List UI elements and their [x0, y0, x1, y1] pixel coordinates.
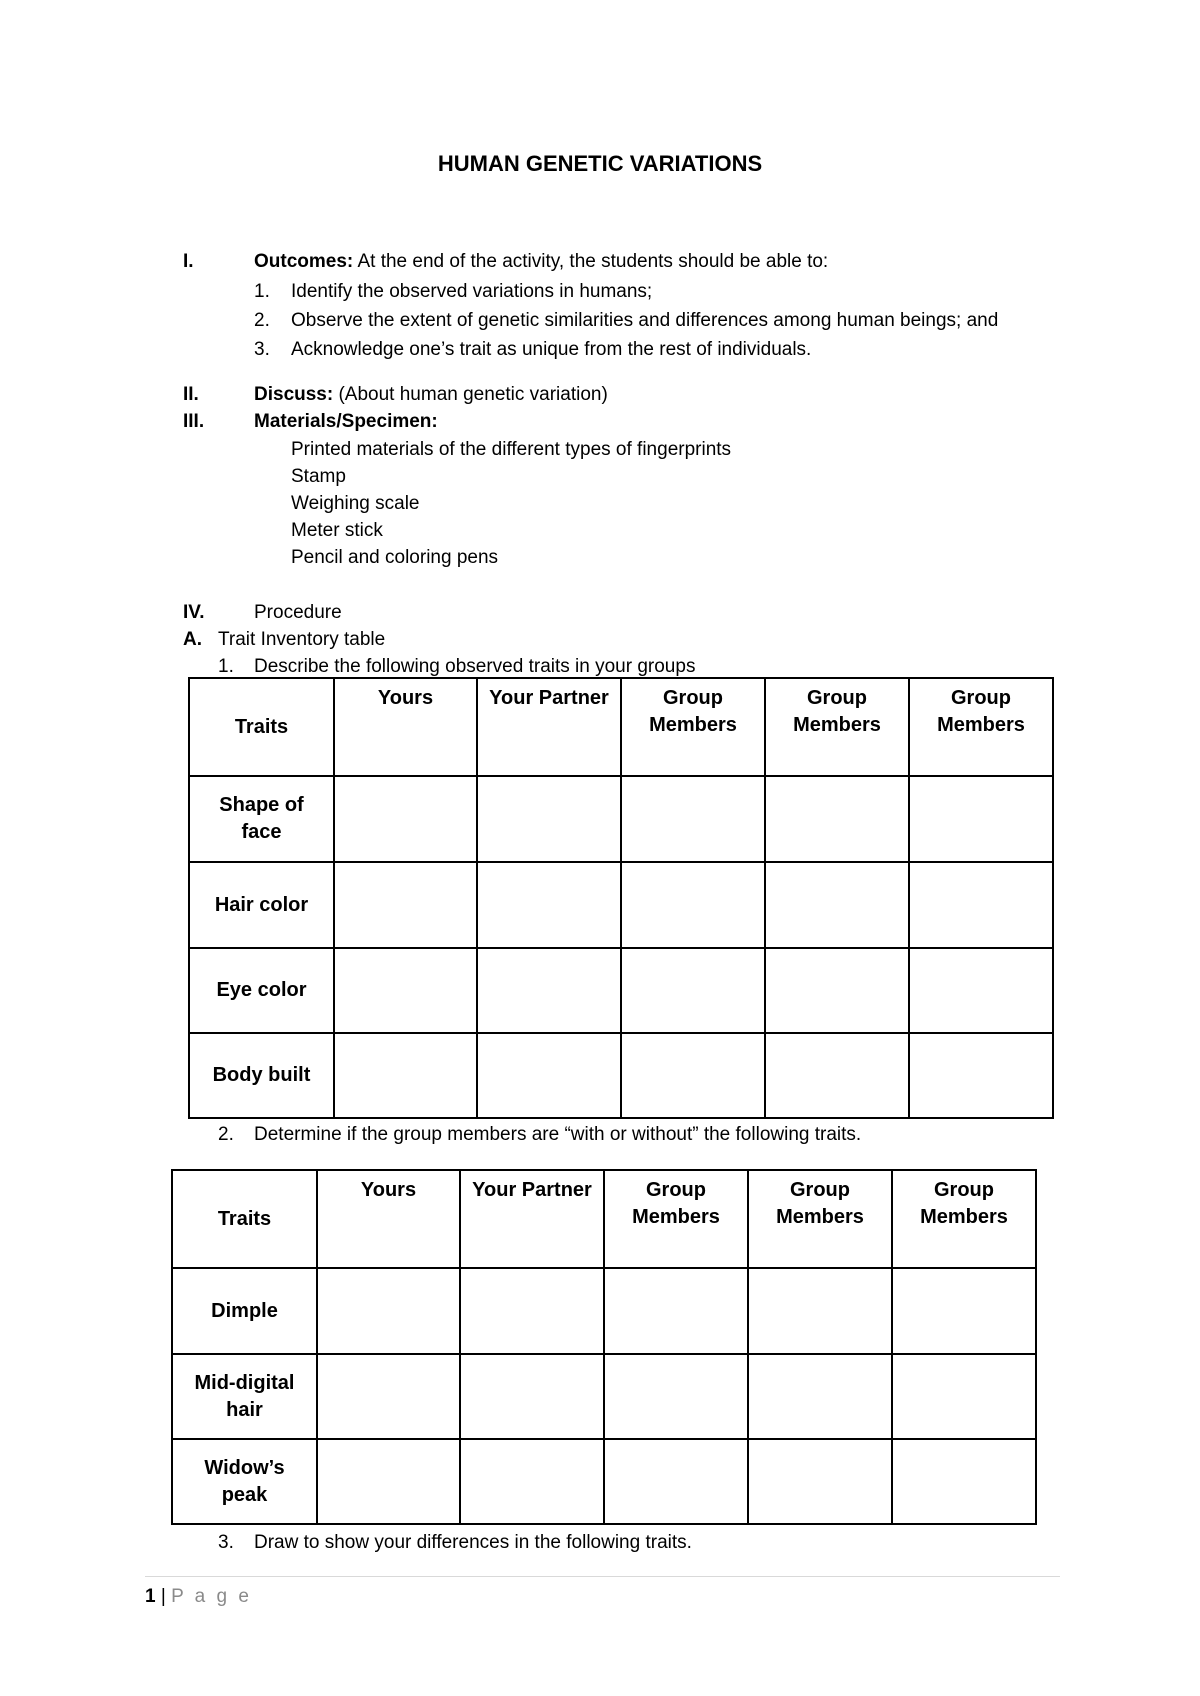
- section-numeral-procedure: IV.: [183, 602, 205, 623]
- table-cell[interactable]: [460, 1439, 604, 1524]
- table-cell[interactable]: [334, 862, 477, 948]
- trait-inventory-table: [188, 677, 1054, 1119]
- table-row: [189, 862, 1053, 948]
- table-cell[interactable]: [477, 776, 621, 862]
- header-yours: Yours: [317, 1170, 460, 1268]
- step-3-num: 3.: [218, 1532, 234, 1553]
- table-cell[interactable]: [765, 862, 909, 948]
- table-cell[interactable]: [334, 948, 477, 1033]
- table-cell[interactable]: [765, 776, 909, 862]
- outcome-item-3-num: 3.: [254, 339, 270, 360]
- table-cell[interactable]: [748, 1439, 892, 1524]
- row-label-body-built: Body built: [189, 1033, 334, 1118]
- outcome-item-3: Acknowledge one’s trait as unique from the rest of individuals.: [291, 339, 812, 360]
- document-title: HUMAN GENETIC VARIATIONS: [437, 151, 763, 176]
- table-cell[interactable]: [909, 862, 1053, 948]
- outcome-item-2-num: 2.: [254, 310, 270, 331]
- step-1-num: 1.: [218, 656, 234, 677]
- discuss-label: Discuss:: [254, 384, 334, 405]
- footer-divider: [145, 1576, 1060, 1577]
- table-header-row: [189, 678, 1053, 776]
- header-group-members: Group Members: [748, 1170, 892, 1268]
- step-3-text: Draw to show your differences in the following traits.: [254, 1532, 692, 1553]
- table-cell[interactable]: [621, 776, 765, 862]
- header-group-members: Group Members: [604, 1170, 748, 1268]
- table-cell[interactable]: [892, 1439, 1036, 1524]
- table-cell[interactable]: [604, 1439, 748, 1524]
- header-traits: Traits: [172, 1170, 317, 1268]
- outcome-item-2: Observe the extent of genetic similarities and differences among human beings; and: [291, 310, 999, 331]
- table-cell[interactable]: [892, 1354, 1036, 1439]
- outcomes-intro: At the end of the activity, the students should be able to:: [353, 251, 829, 272]
- section-numeral-outcomes: I.: [183, 251, 194, 272]
- step-2-text: Determine if the group members are “with or without” the following traits.: [254, 1124, 862, 1145]
- outcome-item-1: Identify the observed variations in humans;: [291, 281, 653, 302]
- section-numeral-materials: III.: [183, 411, 205, 432]
- outcomes-heading: [254, 252, 828, 271]
- table-cell[interactable]: [909, 776, 1053, 862]
- page-word: P a g e: [171, 1586, 252, 1607]
- table-cell[interactable]: [460, 1268, 604, 1354]
- section-letter-a: A.: [183, 629, 202, 650]
- step-1-text: Describe the following observed traits in your groups: [254, 656, 696, 677]
- header-yours: Yours: [334, 678, 477, 776]
- table-cell[interactable]: [604, 1354, 748, 1439]
- material-item: Meter stick: [291, 520, 383, 541]
- header-your-partner: Your Partner: [477, 678, 621, 776]
- table-cell[interactable]: [334, 776, 477, 862]
- table-row: [172, 1268, 1036, 1354]
- table-row: [172, 1439, 1036, 1524]
- material-item: Stamp: [291, 466, 346, 487]
- table-row: [189, 776, 1053, 862]
- procedure-label: Procedure: [254, 602, 342, 623]
- material-item: Printed materials of the different types of fingerprints: [291, 439, 732, 460]
- table-row: [189, 948, 1053, 1033]
- section-a-label: Trait Inventory table: [218, 629, 386, 650]
- header-traits: Traits: [189, 678, 334, 776]
- table-cell[interactable]: [621, 1033, 765, 1118]
- row-label-dimple: Dimple: [172, 1268, 317, 1354]
- table-cell[interactable]: [317, 1268, 460, 1354]
- table-row: [172, 1354, 1036, 1439]
- row-label-shape-of-face: Shape of face: [189, 776, 334, 862]
- section-numeral-discuss: II.: [183, 384, 199, 405]
- header-your-partner: Your Partner: [460, 1170, 604, 1268]
- outcomes-label: Outcomes:: [254, 251, 354, 272]
- outcome-item-1-num: 1.: [254, 281, 270, 302]
- row-label-eye-color: Eye color: [189, 948, 334, 1033]
- material-item: Weighing scale: [291, 493, 420, 514]
- table-cell[interactable]: [909, 948, 1053, 1033]
- table-cell[interactable]: [317, 1439, 460, 1524]
- page-footer: [145, 1587, 252, 1606]
- discuss-heading: [254, 385, 608, 404]
- row-label-hair-color: Hair color: [189, 862, 334, 948]
- table-cell[interactable]: [909, 1033, 1053, 1118]
- material-item: Pencil and coloring pens: [291, 547, 499, 568]
- step-2-num: 2.: [218, 1124, 234, 1145]
- discuss-text: (About human genetic variation): [333, 384, 608, 405]
- table-cell[interactable]: [477, 948, 621, 1033]
- header-group-members: Group Members: [621, 678, 765, 776]
- table-row: [189, 1033, 1053, 1118]
- row-label-mid-digital-hair: Mid-digital hair: [172, 1354, 317, 1439]
- header-group-members: Group Members: [765, 678, 909, 776]
- table-cell[interactable]: [765, 1033, 909, 1118]
- table-cell[interactable]: [621, 862, 765, 948]
- table-cell[interactable]: [477, 862, 621, 948]
- table-cell[interactable]: [765, 948, 909, 1033]
- header-group-members: Group Members: [892, 1170, 1036, 1268]
- header-group-members: Group Members: [909, 678, 1053, 776]
- page-number: 1: [145, 1586, 156, 1607]
- table-cell[interactable]: [892, 1268, 1036, 1354]
- table-cell[interactable]: [748, 1354, 892, 1439]
- table-header-row: [172, 1170, 1036, 1268]
- table-cell[interactable]: [334, 1033, 477, 1118]
- table-cell[interactable]: [477, 1033, 621, 1118]
- row-label-widows-peak: Widow’s peak: [172, 1439, 317, 1524]
- table-cell[interactable]: [621, 948, 765, 1033]
- trait-presence-table: [171, 1169, 1037, 1525]
- table-cell[interactable]: [317, 1354, 460, 1439]
- materials-label: Materials/Specimen:: [254, 411, 438, 432]
- table-cell[interactable]: [604, 1268, 748, 1354]
- footer-separator: |: [155, 1586, 172, 1607]
- table-cell[interactable]: [460, 1354, 604, 1439]
- table-cell[interactable]: [748, 1268, 892, 1354]
